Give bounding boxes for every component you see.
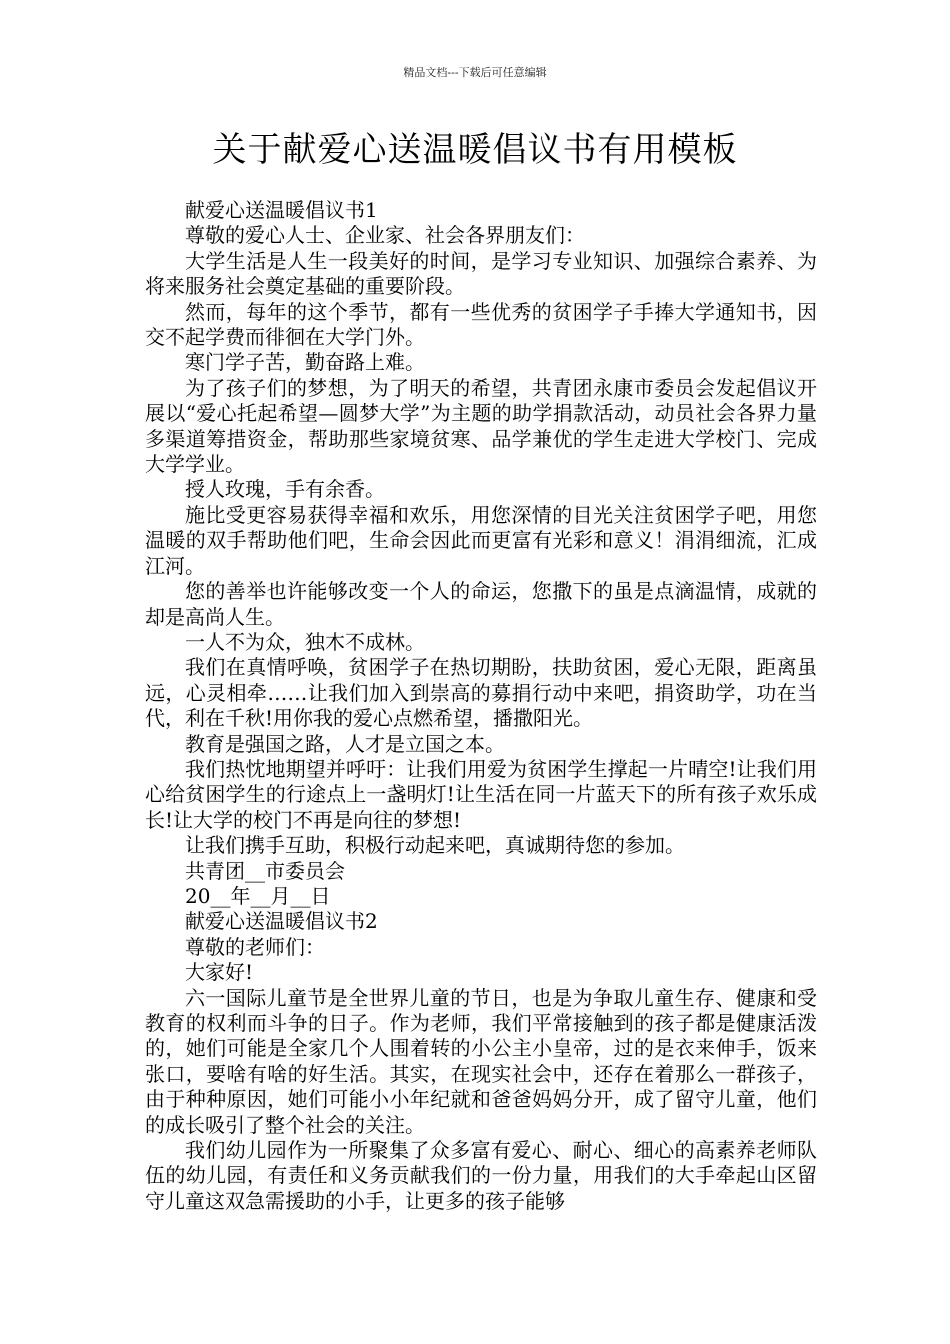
body-paragraph: 我们幼儿园作为一所聚集了众多富有爱心、耐心、细心的高素养老师队伍的幼儿园，有责任和义务贡献我们的一份力量，用我们的大手牵起山区留守儿童这双急需援助的小手，让更多的孩子能够: [145, 1138, 817, 1213]
body-paragraph: 六一国际儿童节是全世界儿童的节日，也是为争取儿童生存、健康和受教育的权利而斗争的日子。作为老师，我们平常接触到的孩子都是健康活泼的，她们可能是全家几个人围着转的小公主小皇帝，过的是衣来伸手，饭来张口，要啥有啥的好生活。其实，在现实社会中，还存在着那么一群孩子，由于种种原因，她们可能小小年纪就和爸爸妈妈分开，成了留守儿童，他们的成长吸引了整个社会的关注。: [145, 985, 817, 1137]
body-paragraph: 20__年__月__日: [185, 883, 331, 908]
document-body: [145, 198, 817, 1214]
body-paragraph: 一人不为众，独木不成林。: [185, 629, 425, 654]
header-note: 精品文档---下载后可任意编辑: [403, 66, 547, 79]
body-paragraph: 大家好!: [185, 960, 254, 985]
body-paragraph: 尊敬的老师们：: [185, 934, 325, 959]
body-paragraph: 共青团__市委员会: [185, 858, 345, 883]
body-paragraph: 授人玫瑰，手有余香。: [185, 477, 385, 502]
body-paragraph: 施比受更容易获得幸福和欢乐，用您深情的目光关注贫困学子吧，用您温暖的双手帮助他们吧，生命会因此而更富有光彩和意义！涓涓细流，汇成江河。: [145, 502, 817, 578]
body-paragraph: 尊敬的爱心人士、企业家、社会各界朋友们：: [185, 223, 585, 248]
body-paragraph: 寒门学子苦，勤奋路上难。: [185, 350, 425, 375]
body-paragraph: 然而，每年的这个季节，都有一些优秀的贫困学子手捧大学通知书，因交不起学费而徘徊在大学门外。: [145, 299, 817, 350]
body-paragraph: 我们热忱地期望并呼吁：让我们用爱为贫困学生撑起一片晴空!让我们用心给贫困学生的行途点上一盏明灯!让生活在同一片蓝天下的所有孩子欢乐成长!让大学的校门不再是向往的梦想!: [145, 756, 817, 832]
body-paragraph: 大学生活是人生一段美好的时间，是学习专业知识、加强综合素养、为将来服务社会奠定基础的重要阶段。: [145, 248, 817, 299]
body-paragraph: 献爱心送温暖倡议书1: [185, 198, 378, 222]
body-paragraph: 为了孩子们的梦想，为了明天的希望，共青团永康市委员会发起倡议开展以“爱心托起希望—圆梦大学”为主题的助学捐款活动，动员社会各界力量多渠道筹措资金，帮助那些家境贫寒、品学兼优的学生走进大学校门、完成大学学业。: [145, 375, 817, 477]
body-paragraph: 教育是强国之路，人才是立国之本。: [185, 731, 505, 756]
document-title: 关于献爱心送温暖倡议书有用模板: [212, 130, 738, 170]
body-paragraph: 让我们携手互助，积极行动起来吧，真诚期待您的参加。: [185, 833, 685, 858]
body-paragraph: 献爱心送温暖倡议书2: [185, 909, 378, 934]
body-paragraph: 您的善举也许能够改变一个人的命运，您撒下的虽是点滴温情，成就的却是高尚人生。: [145, 579, 817, 629]
body-paragraph: 我们在真情呼唤，贫困学子在热切期盼，扶助贫困，爱心无限，距离虽远，心灵相牵……让我们加入到崇高的募捐行动中来吧，捐资助学，功在当代，利在千秋!用你我的爱心点燃希望，播撒阳光。: [145, 655, 817, 731]
